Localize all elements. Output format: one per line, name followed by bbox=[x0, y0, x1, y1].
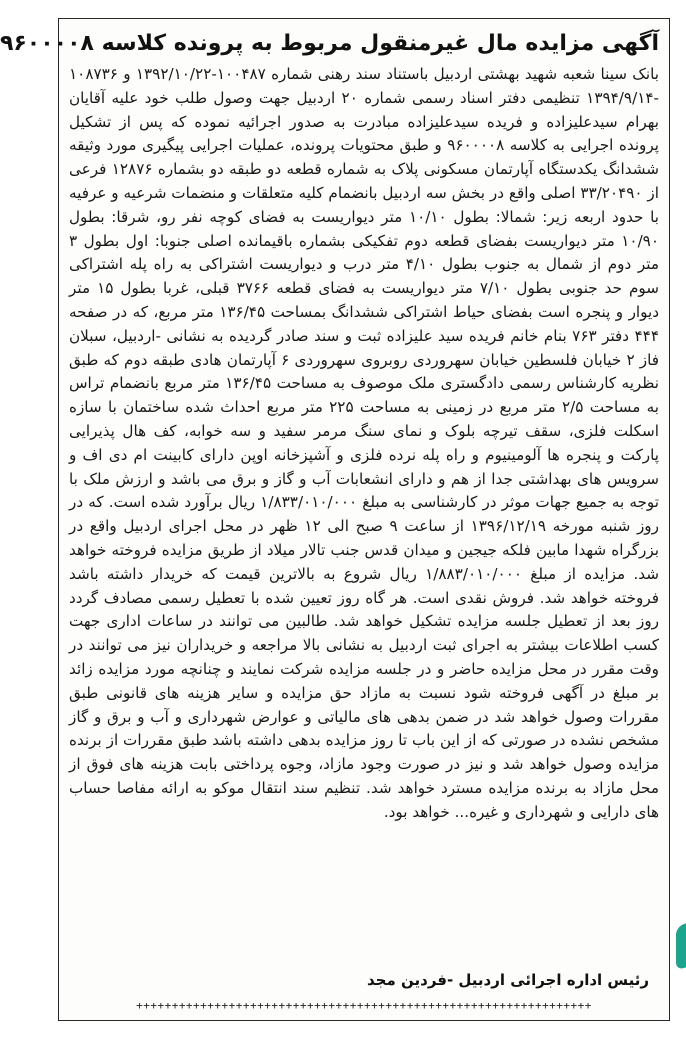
notice-body: بانک سینا شعبه شهید بهشتی اردبیل باستناد سند رهنی شماره ۱۰۰۴۸۷-۱۳۹۲/۱۰/۲۲ و ۱۰۸۷۳۶ -۱۳۹۴/۹/۱۴ تنظیمی دفتر اسناد رسمی شماره ۲۰ اردبیل جهت وصول طلب خود علیه آقایان بهرام سیدعلیزاده و فریده سیدعلیزاده مبادرت به صدور اجرائیه نموده که پس از تشکیل پرونده اجرایی به کلاسه ۹۶۰۰۰۰۸ و طبق محتویات پرونده، عملیات اجرایی پیگیری مورد وثیقه ششدانگ یکدستگاه آپارتمان مسکونی پلاک به شماره قطعه دو طبقه دو بشماره ۱۲۸۷۶ فرعی از ۳۳/۲۰۴۹۰ اصلی واقع در بخش سه اردبیل بانضمام کلیه متعلقات و منضمات شرعیه و عرفیه با حدود اربعه زیر: شمالا: بطول ۱۰/۱۰ متر دیواریست به فضای کوچه نفر رو، شرقا: بطول ۱۰/۹۰ متر دیواریست بفضای قطعه دوم تفکیکی بشماره باقیمانده اصلی جنوبا: اول بطول ۳ متر دوم از شمال به جنوب بطول ۴/۱۰ متر درب و دیواریست اشتراکی به راه پله اشتراکی سوم حد جنوبی بطول ۷/۱۰ متر دیواریست به فضای قطعه ۳۷۶۶ قبلی، غربا بطول ۱۵ متر دیوار و پنجره است بفضای حیاط اشتراکی ششدانگ بمساحت ۱۳۶/۴۵ متر مربع، که در صفحه ۴۴۴ دفتر ۷۶۳ بنام خانم فریده سید علیزاده ثبت و سند صادر گردیده به نشانی -اردبیل، سبلان فاز ۲ خیابان فلسطین خیابان سهروردی روبروی سهروردی ۶ آپارتمان هادی طبقه دوم که طبق نظریه کارشناس رسمی دادگستری ملک موصوف به مساحت ۱۳۶/۴۵ متر مربع بانضمام تراس به مساحت ۲/۵ متر مربع در زمینی به مساحت ۲۲۵ متر مربع احداث شده ساختمان با سازه اسکلت فلزی، سقف تیرچه بلوک و نمای سنگ مرمر سفید و سه خوابه، کف هال پذیرایی پارکت و پنجره ها آلومینیوم و راه پله نرده فلزی و آشپزخانه اوپن دارای کابینت ام دی اف و سرویس های بهداشتی جدا از هم و دارای انشعابات آب و گاز و برق می باشد و ارزش ملک با توجه به جمیع جهات موثر در کارشناسی به مبلغ ۱/۸۳۳/۰۱۰/۰۰۰ ریال برآورد شده است. که در روز شنبه مورخه ۱۳۹۶/۱۲/۱۹ از ساعت ۹ صبح الی ۱۲ ظهر در محل اجرای اردبیل واقع در بزرگراه شهدا مابین فلکه جیجین و میدان قدس جنب تالار میلاد از طریق مزایده فروخته خواهد شد. مزایده از مبلغ ۱/۸۸۳/۰۱۰/۰۰۰ ریال شروع به بالاترین قیمت که خریدار داشته باشد فروخته خواهد شد. فروش نقدی است. هر گاه روز تعیین شده با تعطیل رسمی مصادف گردد روز بعد از تعطیل جلسه مزایده تشکیل خواهد شد. طالبین می توانند در ساعات اداری جهت کسب اطلاعات بیشتر به اجرای ثبت اردبیل به نشانی بالا مراجعه و خریداران نیز می توانند در وقت مقرر در محل مزایده حاضر و در جلسه مزایده شرکت نمایند و چنانچه مورد مزایده زائد بر مبلغ در آگهی فروخته شود نسبت به مازاد حق مزایده و سایر هزینه های قانونی طبق مقررات وصول خواهد شد در ضمن بدهی های مالیاتی و عوارض شهرداری و آب و برق و گاز مشخص نشده در صورتی که از این باب تا روز مزایده بدهی داشته باشد طبق مقررات از برنده مزایده وصول خواهد شد و نیز در صورت وجود مازاد، وجوه پرداختی بابت هزینه های فوق از محل مازاد به برنده مزایده مسترد خواهد شد. تنظیم سند انتقال موکو به ارائه مفاصا حساب های دارایی و شهرداری و غیره... خواهد بود. bbox=[69, 65, 660, 821]
auction-notice bbox=[0, 18, 670, 1021]
plus-divider: ++++++++++++++++++++++++++++++++++++++++++++++++++++++++++++++++ bbox=[136, 999, 592, 1012]
notice-signature: رئیس اداره اجرائی اردبیل -فردین مجد bbox=[367, 971, 649, 989]
edge-decoration bbox=[676, 923, 686, 970]
notice-title: آگهی مزایده مال غیرمنقول مربوط به پرونده کلاسه ۹۶۰۰۰۰۸ bbox=[0, 31, 659, 56]
